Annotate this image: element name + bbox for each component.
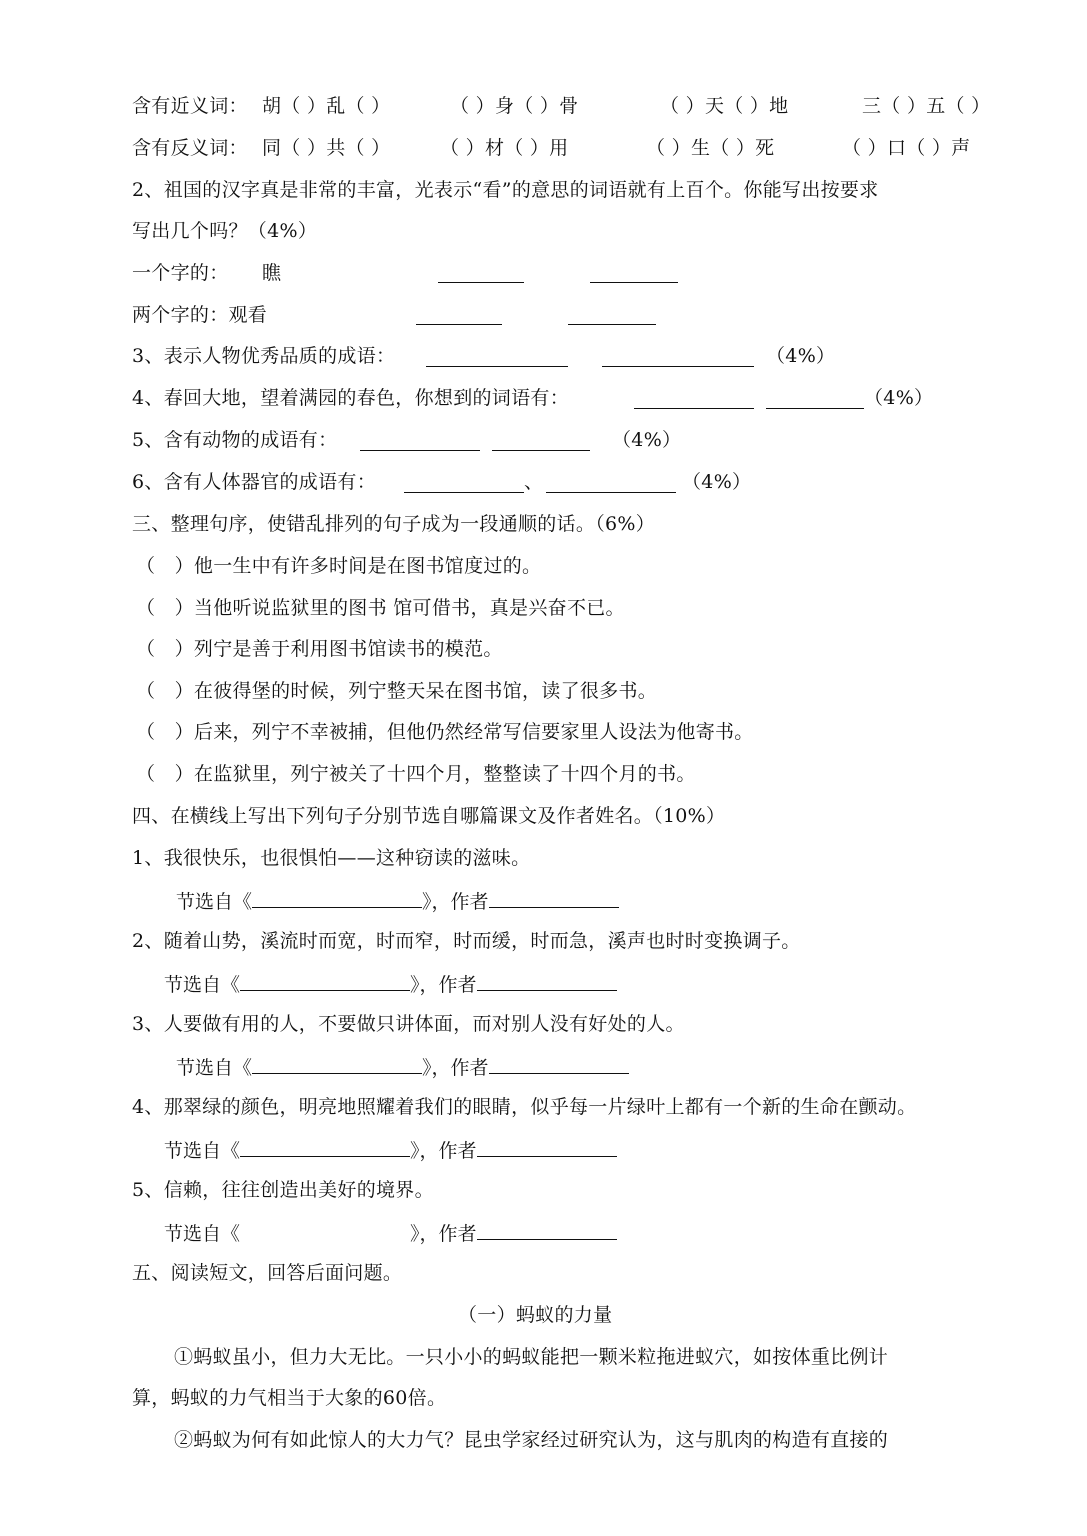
two-char-answer-blank-1[interactable] bbox=[416, 324, 502, 325]
q6-answer-blank-1[interactable] bbox=[404, 492, 524, 493]
author-blank-4[interactable] bbox=[477, 1136, 617, 1157]
section5-heading: 五、阅读短文，回答后面问题。 bbox=[132, 1262, 403, 1284]
section4-item-2: 2、随着山势，溪流时而宽，时而窄，时而缓，时而急，溪声也时时变换调子。 bbox=[132, 930, 801, 952]
antonym-item-4: （ ）口（ ）声 bbox=[842, 137, 971, 159]
source-line-2 bbox=[164, 970, 617, 997]
q4-text: 4、春回大地，望着满园的春色，你想到的词语有： bbox=[132, 387, 569, 409]
q5-score: （4%） bbox=[612, 429, 682, 451]
q5-answer-blank-1[interactable] bbox=[360, 450, 480, 451]
source-line-1 bbox=[176, 887, 619, 914]
q4-score: （4%） bbox=[864, 387, 934, 409]
q4-answer-blank-1[interactable] bbox=[634, 408, 754, 409]
source-line-5 bbox=[164, 1219, 617, 1246]
section4-item-4: 4、那翠绿的颜色，明亮地照耀着我们的眼睛，似乎每一片绿叶上都有一个新的生命在颤动。 bbox=[132, 1096, 917, 1118]
passage-para2-line1: ②蚂蚁为何有如此惊人的大力气？昆虫学家经过研究认为，这与肌肉的构造有直接的 bbox=[174, 1429, 889, 1451]
section3-sentence: （ ）列宁是善于利用图书馆读书的模范。 bbox=[136, 638, 503, 660]
passage-para1-line2: 算，蚂蚁的力气相当于大象的60倍。 bbox=[132, 1387, 447, 1409]
synonym-item-2: （ ）身（ ）骨 bbox=[450, 95, 579, 117]
author-blank-2[interactable] bbox=[477, 970, 617, 991]
source-open-label: 节选自《 bbox=[176, 891, 253, 913]
q5-text: 5、含有动物的成语有： bbox=[132, 429, 338, 451]
section3-heading: 三、整理句序，使错乱排列的句子成为一段通顺的话。（6%） bbox=[132, 513, 656, 535]
one-char-example: 瞧 bbox=[262, 262, 282, 284]
source-close-label: 》，作者 bbox=[422, 891, 489, 913]
source-open-label: 节选自《 bbox=[176, 1057, 253, 1079]
section4-heading: 四、在横线上写出下列句子分别节选自哪篇课文及作者姓名。（10%） bbox=[132, 805, 726, 827]
section3-sentence: （ ）在彼得堡的时候，列宁整天呆在图书馆，读了很多书。 bbox=[136, 680, 658, 702]
author-blank-5[interactable] bbox=[477, 1219, 617, 1240]
section3-sentence: （ ）在监狱里，列宁被关了十四个月，整整读了十四个月的书。 bbox=[136, 763, 696, 785]
q3-score: （4%） bbox=[766, 345, 836, 367]
q2-text-line2: 写出几个吗？（4%） bbox=[132, 220, 318, 242]
section3-sentence: （ ）当他听说监狱里的图书 馆可借书，真是兴奋不已。 bbox=[136, 597, 625, 619]
one-char-answer-blank-2[interactable] bbox=[590, 282, 678, 283]
source-open-label: 节选自《 bbox=[164, 1223, 241, 1245]
section4-item-3: 3、人要做有用的人，不要做只讲体面，而对别人没有好处的人。 bbox=[132, 1013, 685, 1035]
section4-item-5: 5、信赖，往往创造出美好的境界。 bbox=[132, 1179, 434, 1201]
q3-answer-blank-1[interactable] bbox=[426, 366, 568, 367]
q6-score: （4%） bbox=[682, 471, 752, 493]
section4-item-1: 1、我很快乐，也很惧怕——这种窃读的滋味。 bbox=[132, 847, 531, 869]
lesson-title-blank-1[interactable] bbox=[252, 887, 422, 908]
section3-sentence: （ ）他一生中有许多时间是在图书馆度过的。 bbox=[136, 555, 542, 577]
antonym-item-3: （ ）生（ ）死 bbox=[646, 137, 775, 159]
q2-text-line1: 2、祖国的汉字真是非常的丰富，光表示“看”的意思的词语就有上百个。你能写出按要求 bbox=[132, 179, 879, 201]
synonym-item-4: 三（ ）五（ ） bbox=[862, 95, 991, 117]
antonym-label: 含有反义词： bbox=[132, 137, 248, 159]
two-char-answer-blank-2[interactable] bbox=[568, 324, 656, 325]
lesson-title-blank-2[interactable] bbox=[240, 970, 410, 991]
synonym-item-1: 胡（ ）乱（ ） bbox=[262, 95, 391, 117]
source-open-label: 节选自《 bbox=[164, 1140, 241, 1162]
source-close-label: 》，作者 bbox=[410, 974, 477, 996]
q3-answer-blank-2[interactable] bbox=[602, 366, 754, 367]
passage-para1-line1: ①蚂蚁虽小，但力大无比。一只小小的蚂蚁能把一颗米粒拖进蚁穴，如按体重比例计 bbox=[174, 1346, 889, 1368]
source-close-label: 》，作者 bbox=[410, 1223, 477, 1245]
two-char-label: 两个字的：观看 bbox=[132, 304, 268, 326]
antonym-item-2: （ ）材（ ）用 bbox=[440, 137, 569, 159]
source-close-label: 》，作者 bbox=[422, 1057, 489, 1079]
q5-answer-blank-2[interactable] bbox=[492, 450, 590, 451]
one-char-answer-blank-1[interactable] bbox=[438, 282, 524, 283]
passage-title: （一）蚂蚁的力量 bbox=[458, 1304, 613, 1326]
q6-separator: 、 bbox=[524, 471, 544, 493]
q4-answer-blank-2[interactable] bbox=[766, 408, 864, 409]
synonym-item-3: （ ）天（ ）地 bbox=[660, 95, 789, 117]
q6-text: 6、含有人体器官的成语有： bbox=[132, 471, 376, 493]
section3-sentence: （ ）后来，列宁不幸被捕，但他仍然经常写信要家里人设法为他寄书。 bbox=[136, 721, 754, 743]
lesson-title-blank-4[interactable] bbox=[240, 1136, 410, 1157]
author-blank-3[interactable] bbox=[489, 1053, 629, 1074]
source-line-3 bbox=[176, 1053, 629, 1080]
lesson-title-blank-3[interactable] bbox=[252, 1053, 422, 1074]
q6-answer-blank-2[interactable] bbox=[546, 492, 676, 493]
q3-text: 3、表示人物优秀品质的成语： bbox=[132, 345, 396, 367]
author-blank-1[interactable] bbox=[489, 887, 619, 908]
source-close-label: 》，作者 bbox=[410, 1140, 477, 1162]
source-open-label: 节选自《 bbox=[164, 974, 241, 996]
source-line-4 bbox=[164, 1136, 617, 1163]
synonym-label: 含有近义词： bbox=[132, 95, 248, 117]
antonym-item-1: 同（ ）共（ ） bbox=[262, 137, 391, 159]
one-char-label: 一个字的： bbox=[132, 262, 229, 284]
